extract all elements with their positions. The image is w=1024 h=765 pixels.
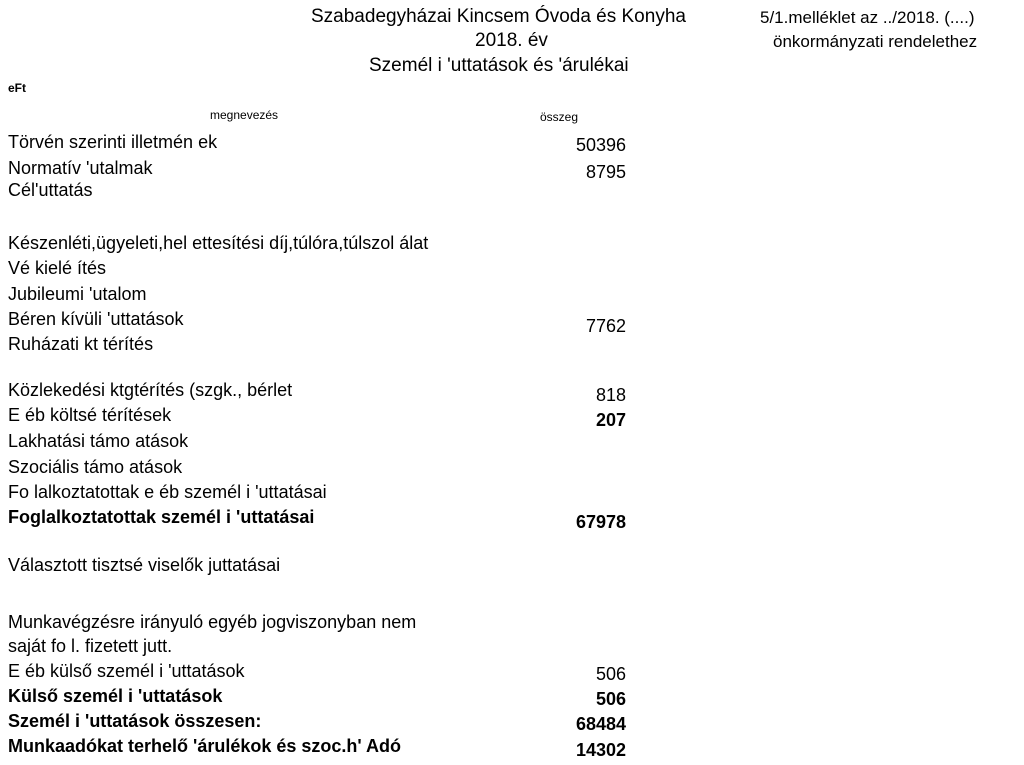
annex-reference: 5/1.melléklet az ../2018. (....) bbox=[760, 8, 975, 27]
column-header-name: megnevezés bbox=[210, 108, 279, 122]
row-label: Fo lalkoztatottak e éb személ i 'uttatásai bbox=[8, 482, 327, 502]
column-header-amount: összeg bbox=[540, 110, 579, 124]
row-label: Foglalkoztatottak személ i 'uttatásai bbox=[8, 507, 315, 527]
institution-title: Szabadegyházai Kincsem Óvoda és Konyha bbox=[311, 6, 686, 27]
row-label: Lakhatási támo atások bbox=[8, 431, 189, 451]
row-label: Béren kívüli 'uttatások bbox=[8, 309, 184, 329]
unit-label: eFt bbox=[8, 81, 26, 95]
year-title: 2018. év bbox=[475, 30, 548, 51]
annex-regulation: önkormányzati rendelethez bbox=[773, 32, 978, 51]
row-value: 506 bbox=[595, 689, 626, 709]
row-label: Cél'uttatás bbox=[8, 180, 93, 200]
row-label: E éb költsé térítések bbox=[8, 405, 172, 425]
row-label: Ruházati kt térítés bbox=[8, 334, 154, 354]
row-value: 67978 bbox=[575, 512, 626, 532]
row-label: Közlekedési ktgtérítés (szgk., bérlet bbox=[8, 380, 293, 400]
row-label: Személ i 'uttatások összesen: bbox=[8, 711, 262, 731]
row-label: Jubileumi 'utalom bbox=[8, 284, 147, 304]
report-title: Személ i 'uttatások és 'árulékai bbox=[369, 55, 629, 76]
row-value: 506 bbox=[595, 664, 626, 684]
row-value: 207 bbox=[595, 410, 626, 430]
row-label: Szociális támo atások bbox=[8, 457, 183, 477]
row-value: 8795 bbox=[585, 162, 626, 182]
row-label: Munkaadókat terhelő 'árulékok és szoc.h' Adó bbox=[8, 736, 401, 756]
row-label: Választott tisztsé viselők juttatásai bbox=[8, 555, 281, 575]
row-value: 68484 bbox=[575, 714, 626, 734]
row-value: 14302 bbox=[575, 740, 626, 760]
row-label: E éb külső személ i 'uttatások bbox=[8, 661, 245, 681]
row-label: Törvén szerinti illetmén ek bbox=[8, 132, 218, 152]
row-label: Külső személ i 'uttatások bbox=[8, 686, 223, 706]
row-label: Normatív 'utalmak bbox=[8, 158, 153, 178]
row-label: Vé kielé ítés bbox=[8, 258, 107, 278]
row-value: 50396 bbox=[575, 135, 626, 155]
row-value: 818 bbox=[595, 385, 626, 405]
row-label: saját fo l. fizetett jutt. bbox=[8, 636, 173, 656]
row-label: Készenléti,ügyeleti,hel ettesítési díj,túlóra,túlszol álat bbox=[8, 233, 429, 253]
row-label: Munkavégzésre irányuló egyéb jogviszonyban nem bbox=[8, 612, 417, 632]
row-value: 7762 bbox=[585, 316, 626, 336]
